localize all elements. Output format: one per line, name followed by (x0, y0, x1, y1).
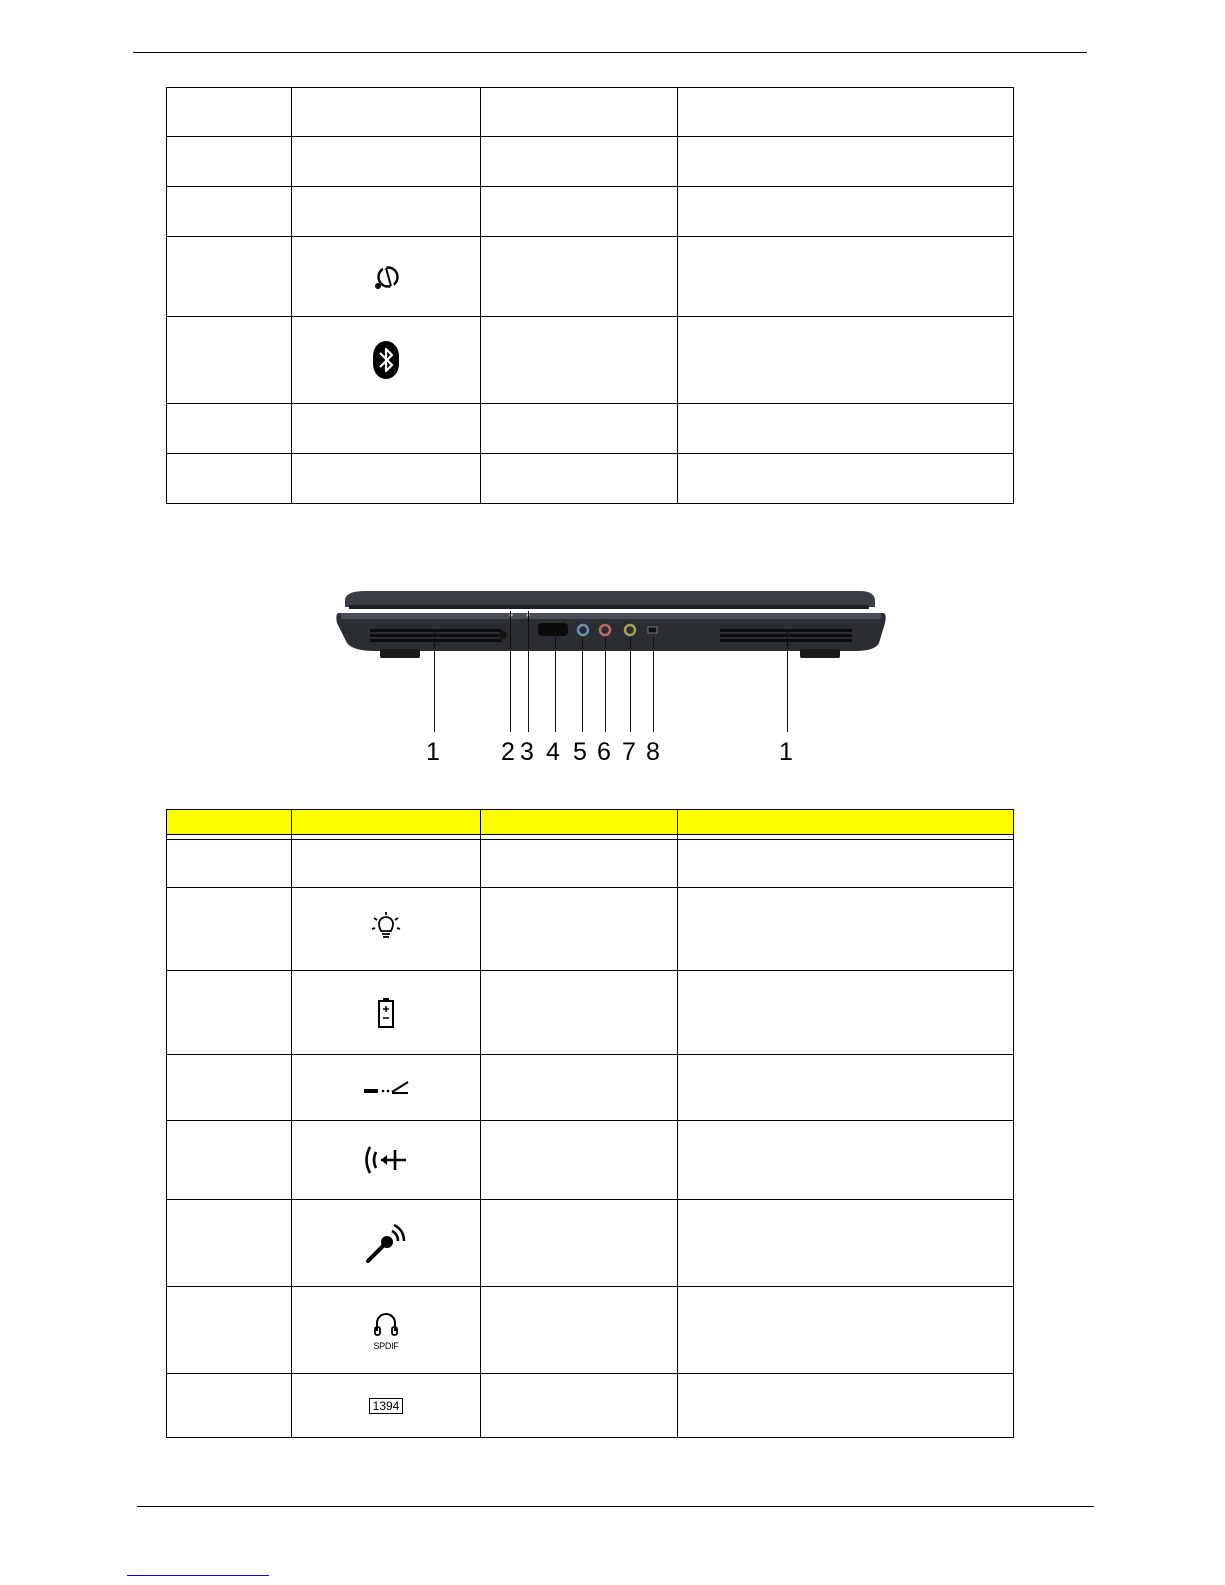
callout-label: 3 (520, 738, 534, 766)
table-row (167, 888, 1014, 971)
table-header-row (167, 810, 1014, 835)
callout-label: 1 (426, 738, 440, 766)
table-row (167, 237, 1014, 317)
footer-rule (137, 1506, 1094, 1507)
battery-icon (292, 997, 480, 1029)
footer-link-underline (127, 1575, 269, 1576)
header-rule (133, 52, 1087, 53)
headphone-spdif-icon (292, 1309, 480, 1351)
callout-label: 7 (622, 738, 636, 766)
table-row (167, 137, 1014, 187)
callout-label: 2 (501, 738, 515, 766)
table-row (167, 1200, 1014, 1287)
callout-label: 4 (546, 738, 560, 766)
table-row (167, 1121, 1014, 1200)
wireless-icon (292, 260, 480, 294)
cir-infrared-icon (292, 1078, 480, 1098)
table-row (167, 1055, 1014, 1121)
table-row (167, 404, 1014, 454)
table-row (167, 1374, 1014, 1438)
callout-label: 8 (646, 738, 660, 766)
spdif-icon-label: SPDIF (373, 1341, 399, 1351)
power-light-icon (292, 912, 480, 946)
front-view-spec-table (166, 809, 1014, 1438)
table-row (167, 187, 1014, 237)
table-row (167, 840, 1014, 888)
table-row (167, 1287, 1014, 1374)
callout-label: 5 (573, 738, 587, 766)
table-row (167, 454, 1014, 504)
callout-label: 1 (779, 738, 793, 766)
table-row (167, 317, 1014, 404)
bluetooth-icon (292, 340, 480, 380)
table-row (167, 971, 1014, 1055)
callout-label: 6 (597, 738, 611, 766)
line-in-icon (292, 1143, 480, 1177)
top-spec-table (166, 87, 1014, 504)
ieee1394-icon: 1394 (369, 1398, 404, 1414)
notebook-front-view-image (335, 585, 895, 775)
microphone-icon (292, 1221, 480, 1265)
table-row (167, 88, 1014, 137)
